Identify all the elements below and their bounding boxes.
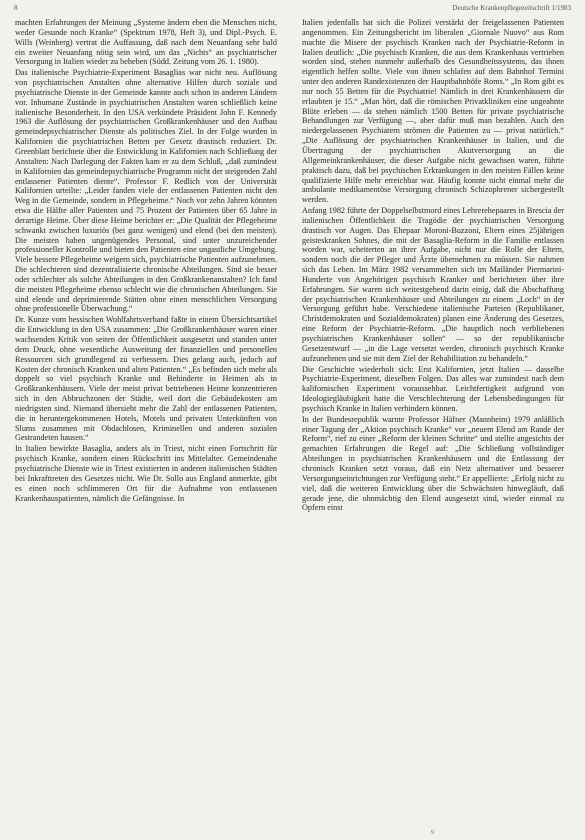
paragraph: Das italienische Psychiatrie-Experiment Basaglias war nicht neu. Auflösung von psychiatrischen Anstalten ohne alternative Hilfen durch soziale und psychiatrische Dienste in der Gemeinde kannte auch schon in anderen Ländern vor. Inhumane Zustände in psychiatrischen Anstalten waren schließlich keine italienische Besonderheit. In den USA verkündete Präsident John F. Kennedy 1963 die Auflösung der psychiatrischen Großkrankenhäuser und den Aufbau gemeindepsychiatrischer Dienste als politisches Ziel. In der Folge wurden in Kalifornien die psychiatrischen Betten per Gesetz drastisch reduziert. Dr. Greenblatt berichtete über die Entwicklung in Kalifornien nach Schließung der Anstalten: Nach Darlegung der Fakten kam er zu dem Schluß, „daß zumindest in Kalifornien das gemeindepsychiatrische Programm nicht der steigenden Zahl entlassener Patienten diente“. Professor F. Redlich von der Universität Kalifornien urteilte: „Leider fanden viele der entlassenen Patienten nicht den Weg in die Gemeinde, sondern in Pflegeheime.“ Noch vor zehn Jahren könnten etwa die Hälfte aller Patienten und 75 Prozent der Patienten über 65 Jahre in derartige Heime. Über diese Heime berichtet er: „Die Qualität der Pflegeheime schwankt zwischen luxuriös (bei ganz wenigen) und elend (bei den meisten). Die meisten haben ungenügendes Personal, sind unter unzureichender professioneller Kontrolle und bieten den Patienten eine ungastliche Umgebung. Viele bessere Pflegeheime weigern sich, psychiatrische Patienten aufzunehmen. Die schlechteren sind dezentralisierte chronische Abteilungen. Sind sie besser oder schlechter als solche Abteilungen in den Großkrankenanstalten? Ich fand die meisten Pflegeheime ebenso schlecht wie die chronischen Abteilungen. Sie sind elende und deprimierende Stätten ohne einen menschlichen Versorgung ohne professionelle Überwachung.“ [15, 68, 277, 314]
page-header [14, 4, 571, 16]
paragraph: machten Erfahrungen der Meinung „Systeme ändern eben die Menschen nicht, weder Gesunde noch Kranke“ (Spektrum 1978, Heft 3), und Dipl.-Psych. E. Wills (Weinberg) vertrat die Auffassung, daß nach dem Neuanfang sehr bald ein zweiter Neuanfang nötig sein wird, um das „Nichts“ an psychiatrischer Versorgung in Italien wieder zu beheben (Südd. Zeitung vom 26. 1. 1980). [15, 18, 277, 67]
paragraph: Dr. Kunze vom hessischen Wohlfahrtsverband faßte in einem Übersichtsartikel die Entwicklung in den USA zusammen: „Die Großkrankenhäuser waren einer wachsenden Kritik von seiten der Öffentlichkeit ausgesetzt und standen unter dem Druck, ohne wesentliche Ausweitung der finanziellen und personellen Ressourcen sich grundlegend zu verbessern. Dies gelang auch, jedoch auf Kosten der chronisch Kranken und alten Patienten.“ „Es befinden sich mehr als doppelt so viel psychisch Kranke und Behinderte in Heimen als in Großkrankenhäusern. Viele der meist privat betriebenen Heime konzentrieren sich in den Abbruchzonen der Städte, weil dort die Gebäudekosten am niedrigsten sind. Niemand übersieht mehr die Zahl der entlassenen Patienten, die in heruntergekommenen Hotels, Motels und privaten Unterkünften von Slums zusammen mit Obdachlosen, Kriminellen und anderen sozialen Gestrandeten hausen.“ [15, 315, 277, 443]
paragraph: In der Bundesrepublik warnte Professor Häfner (Mannheim) 1979 anläßlich einer Tagung der „Aktion psychisch Kranke“ vor „neuem Elend am Rande der Reform“, rief zu einer „Reform der kleinen Schritte“ und stellte angesichts der gemachten Erfahrungen die Regel auf: „Die Schließung vollständiger Abteilungen in psychiatrischen Krankenhäusern und die Entlassung der chronisch Kranken setzt voraus, daß ein Netz alternativer und besserer Versorgungseinrichtungen zur Verfügung steht.“ Er appellierte: „Erfolg nicht zu viel, daß die weiteren Entwicklung über die Schwächsten hinwegläuft, daß gerade jene, die ohnmächtig den Elend ausgesetzt sind, wieder einmal zu Opfern einst [302, 414, 564, 513]
left-column [15, 18, 277, 830]
right-column [302, 18, 564, 830]
paragraph: In Italien bewirkte Basaglia, anders als in Triest, nicht einen Fortschritt für psychisch Kranke, sondern einen Rückschritt ins Mittelalter. Gemeindenahe psychiatrische Dienste wie in Triest existierten in anderen italienischen Städten bei Inkrafttreten des Gesetzes nicht. Wie Dr. Sollo aus England anmerkte, gibt es einen noch schlimmeren Ort für die Aufnahme von entlassenen Krankenhauspatienten, nämlich die Gefängnisse. In [15, 444, 277, 503]
footer-mark: 9 [431, 830, 434, 836]
running-head: Deutsche Krankenpflegezeitschrift 1/1983 [452, 4, 571, 12]
page-number: 8 [14, 4, 18, 12]
paragraph: Anfang 1982 führte der Doppelselbstmord eines Lehrerehepaares in Brescia der italienischen Öffentlichkeit die Tragödie der psychiatrischen Versorgung drastisch vor Augen. Das Ehepaar Moroni-Buzzoni, Eltern eines 25jährigen geisteskranken Sohnes, die mit der Basaglia-Reform in die Familie entlassen worden war, scheiterten an ihrer Aufgabe, nicht nur die Rolle der Eltern, sondern noch die der Pfleger und Ärzte übernehmen zu müssen. Sie nahmen sich das Leben. Im März 1982 versammelten sich im Mailänder Piermarini-Hunderte von Angehörigen psychisch Kranker und berichteten über ihre Erfahrungen. Sie waren sich weitestgehend darin einig, daß die Abschaffung der psychiatrischen Krankenhäuser und Abteilungen zu einem „Loch“ in der Versorgung geführt habe. Verschiedene italienische Parteien (Republikaner, Christdemokraten und Sozialdemokraten) planen eine Änderung des Gesetzes, eine Reform der Psychiatrie-Reform. „Die hauptlich noch verbliebenen psychiatrischen Krankenhäuser sollen“ — so der republikanische Gesetzentwurf — „in die Lage versetzt werden, chronisch psychisch Kranke aufzunehmen und sie mit dem Ziel der Rehabilitation zu behandeln.“ [302, 206, 564, 363]
paragraph: Italien jedenfalls hat sich die Polizei verstärkt der freigelassenen Patienten angenommen. Ein Zeitungsbericht im liberalen „Giornale Nuovo“ aus Rom machte die Misere der psychisch Kranken nach der Psychiatrie-Reform in Italien deutlich: „Die psychisch Kranken, die aus dem Krankenhaus vertrieben worden sind, stehen nunmehr außerhalb des Gesundheitssystems, das ihnen eigentlich helfen sollte. Viele von ihnen schlafen auf dem Bahnhof Termini unter den anderen Randexistenzen der Hauptbahnhöfe Roms.“ „In Rom gibt es nur noch 55 Betten für die Psychiatrie! Nämlich in drei Krankenhäusern die erlaubten je 15.“ „Man hört, daß die römischen Privatkliniken eine ungeahnte Blüte erleben — da stehen nämlich 1500 Betten für private psychiatrische Behandlungen zur Verfügung —, aber dafür muß man bezahlen. Auch den niedergelassenen Psychiatern strömen die Patienten zu — privat natürlich.“ „Die Auflösung der psychiatrischen Krankenhäuser in Italien, und die Übertragung der psychiatrischen Akutversorgung an die Allgemeinkrankenhäuser, die dieser Aufgabe nicht gewachsen waren, führte praktisch dazu, daß bei psychischen Erkrankungen in den meisten Fällen keine qualifizierte Hilfe mehr erreichbar war. Häufig konnte nicht einmal mehr die ambulante medikamentöse Versorgung chronisch Schizophrener sichergestellt werden. [302, 18, 564, 205]
paragraph: Die Geschichte wiederholt sich: Erst Kalifornien, jetzt Italien — dasselbe Psychiatrie-Experiment, dieselben Folgen. Das alles war zumindest nach dem kalifornischen Experiment voraussehbar. Leichtfertigkeit aufgrund von Ideologiegläubigkeit hatte die Verschlechterung der Lebensbedingungen für psychisch Kranke in Italien verhindern können. [302, 364, 564, 413]
